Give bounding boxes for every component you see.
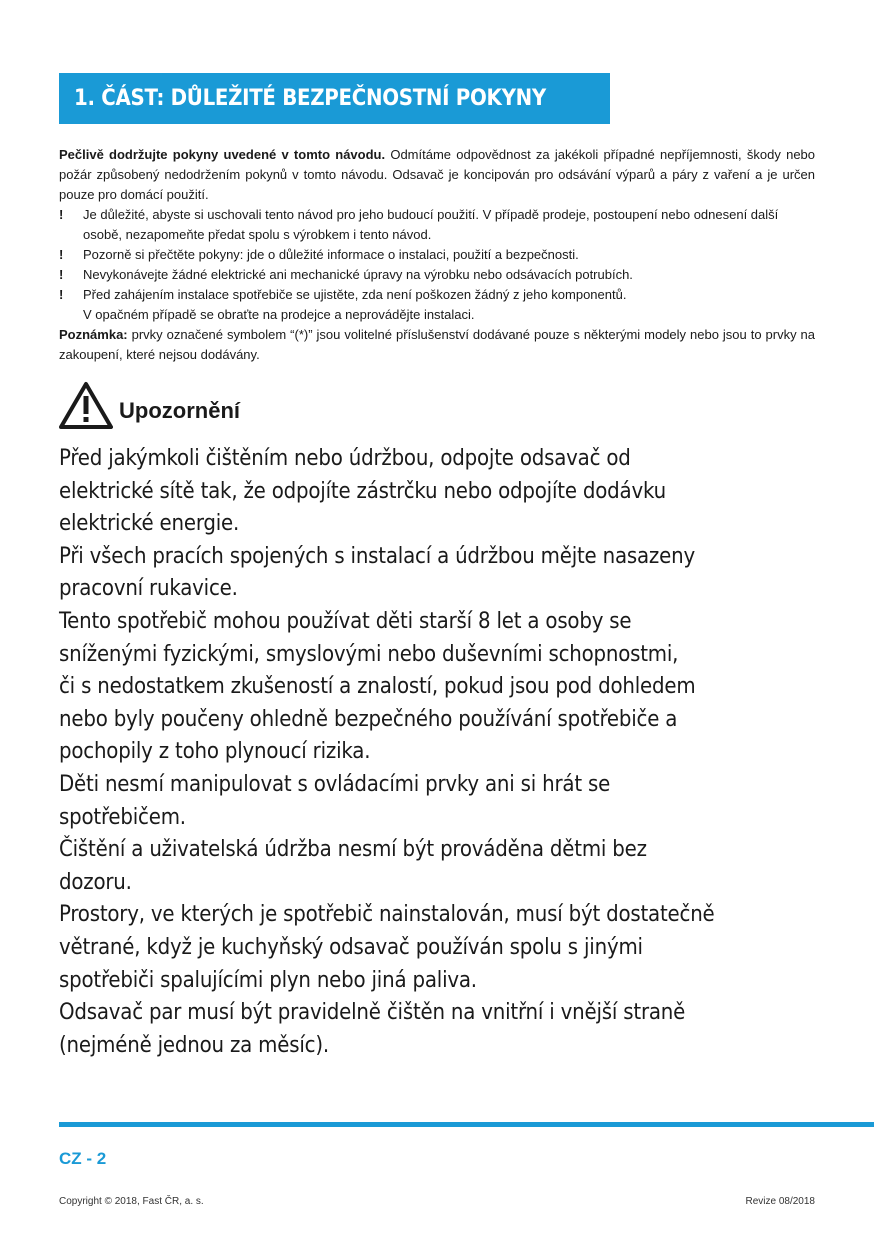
page-number: CZ - 2 (59, 1149, 107, 1168)
warning-line: dozoru. (59, 869, 132, 895)
warning-title: Upozornění (119, 398, 240, 423)
warning-line: pochopily z toho plynoucí rizika. (59, 739, 371, 765)
warning-triangle-icon (59, 381, 113, 429)
intro-paragraph (59, 145, 815, 205)
warning-line: Tento spotřebič mohou používat děti starší 8 let a osoby se (59, 608, 632, 634)
warning-line: Čištění a uživatelská údržba nesmí být prováděna dětmi bez (59, 837, 647, 863)
bullet-text: Před zahájením instalace spotřebiče se ujistěte, zda není poškozen žádný z jeho komponentů. (83, 287, 627, 302)
exclamation-mark-icon: ! (59, 267, 64, 282)
footer-divider (59, 1122, 874, 1127)
note-text: prvky označené symbolem “(*)” jsou volitelné příslušenství dodávané pouze s některými modely nebo jsou to prvky na zakoupení, které nejsou dodávány. (59, 327, 815, 362)
warning-line: sníženými fyzickými, smyslovými nebo duševními schopnostmi, (59, 641, 679, 667)
exclamation-mark-icon: ! (59, 247, 64, 262)
bullet-text: Pozorně si přečtěte pokyny: jde o důležité informace o instalaci, použití a bezpečnosti. (83, 247, 579, 262)
warning-header (59, 380, 240, 430)
bullet-item (59, 265, 815, 285)
bullet-continuation-text: V opačném případě se obraťte na prodejce a neprovádějte instalaci. (83, 307, 475, 322)
bullet-item (59, 245, 815, 265)
exclamation-mark-icon: ! (59, 287, 64, 302)
warning-line: nebo byly poučeny ohledně bezpečného používání spotřebiče a (59, 706, 678, 732)
warning-line: spotřebičem. (59, 804, 186, 830)
warning-line: pracovní rukavice. (59, 576, 238, 602)
warning-line: elektrické sítě tak, že odpojíte zástrčku nebo odpojíte dodávku (59, 478, 666, 504)
intro-bold: Pečlivě dodržujte pokyny uvedené v tomto návodu. (59, 147, 386, 162)
bullet-text: Nevykonávejte žádné elektrické ani mechanické úpravy na výrobku nebo odsávacích potrubích. (83, 267, 633, 282)
section-title: 1. ČÁST: DŮLEŽITÉ BEZPEČNOSTNÍ POKYNY (74, 86, 546, 111)
warning-line: elektrické energie. (59, 511, 240, 537)
warning-line: Odsavač par musí být pravidelně čištěn na vnitřní i vnější straně (59, 1000, 686, 1026)
warning-line: Prostory, ve kterých je spotřebič nainstalován, musí být dostatečně (59, 902, 715, 928)
warning-line: Děti nesmí manipulovat s ovládacími prvky ani si hrát se (59, 771, 611, 797)
warning-line: Při všech pracích spojených s instalací a údržbou mějte nasazeny (59, 543, 695, 569)
note-label: Poznámka: (59, 327, 128, 342)
exclamation-mark-icon: ! (59, 207, 64, 222)
warning-line: větrané, když je kuchyňský odsavač používán spolu s jinými (59, 934, 643, 960)
copyright-text: Copyright © 2018, Fast ČR, a. s. (59, 1196, 204, 1207)
section-title-banner (59, 73, 610, 124)
bullet-item (59, 205, 815, 245)
safety-bullet-list (59, 205, 815, 325)
warning-text-block (59, 443, 849, 1062)
bullet-item (59, 285, 815, 305)
revision-text: Revize 08/2018 (745, 1196, 815, 1207)
warning-line: Před jakýmkoli čištěním nebo údržbou, odpojte odsavač od (59, 446, 631, 471)
bullet-text: Je důležité, abyste si uschovali tento návod pro jeho budoucí použití. V případě prodeje, postoupení nebo odnesení další osobě, nezapomeňte předat spolu s výrobkem i tento návod. (83, 207, 779, 242)
bullet-continuation (59, 305, 815, 325)
note-paragraph (59, 325, 815, 365)
warning-line: (nejméně jednou za měsíc). (59, 1032, 329, 1058)
warning-line: či s nedostatkem zkušeností a znalostí, pokud jsou pod dohledem (59, 674, 696, 700)
intro-text: Odmítáme odpovědnost za jakékoli případné nepříjemnosti, škody nebo požár způsobený nedodržením pokynů v tomto návodu. Odsavač je koncipován pro odsávání výparů a páry z vaření a je určen pouze pro domácí použití. (59, 147, 816, 202)
warning-line: spotřebiči spalujícími plyn nebo jiná paliva. (59, 967, 477, 993)
